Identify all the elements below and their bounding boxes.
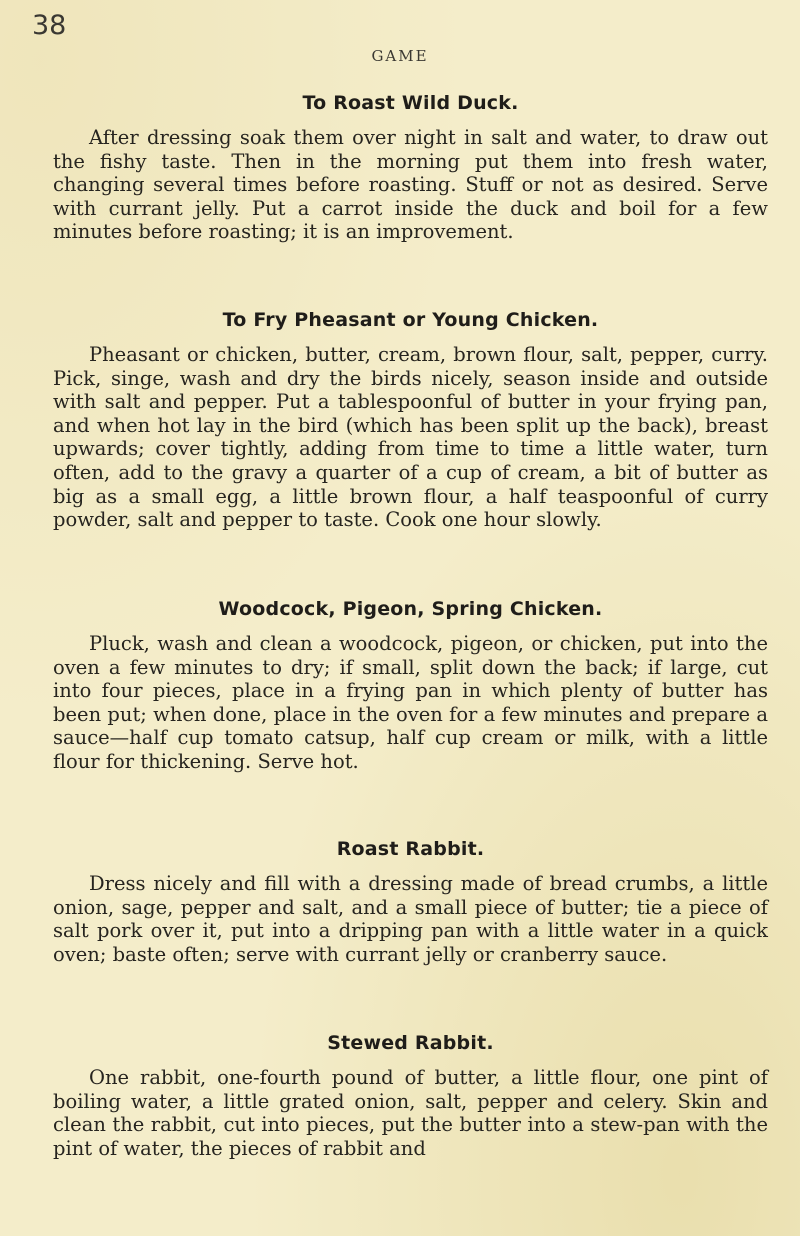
recipe-text: Pluck, wash and clean a woodcock, pigeon, or chicken, put into the oven a few minutes to dry; if small, split down the back; if large, cut into four pieces, place in a frying pan in which plenty of butter has been put; when done, place in the oven for a few minutes and prepare a sauce—half cup tomato catsup, half cup cream or milk, with a little flour for thickening. Serve hot.	[53, 632, 768, 773]
recipe-title: Roast Rabbit.	[336, 838, 485, 860]
recipe-text: After dressing soak them over night in salt and water, to draw out the fishy taste. Then in the morning put them into fresh water, changing several times before roasting. Stuff or not as desired. Serve with currant jelly. Put a carrot inside the duck and boil for a few minutes before roasting; it is an improvement.	[53, 126, 768, 244]
recipe-stewed-rabbit	[53, 1032, 768, 1160]
recipe-title: To Fry Pheasant or Young Chicken.	[222, 309, 599, 331]
recipe-fry-pheasant	[53, 309, 768, 532]
recipe-text: Dress nicely and fill with a dressing made of bread crumbs, a little onion, sage, pepper and salt, and a small piece of butter; tie a piece of salt pork over it, put into a dripping pan with a little water in a quick oven; baste often; serve with currant jelly or cranberry sauce.	[53, 872, 768, 966]
recipe-roast-rabbit	[53, 838, 768, 966]
recipe-title: Stewed Rabbit.	[327, 1032, 494, 1054]
page-number: 38	[32, 10, 67, 41]
recipe-title: To Roast Wild Duck.	[302, 92, 519, 114]
recipe-title: Woodcock, Pigeon, Spring Chicken.	[218, 598, 603, 620]
recipe-roast-wild-duck	[53, 92, 768, 244]
running-head: GAME	[371, 47, 429, 65]
recipe-text: One rabbit, one-fourth pound of butter, a little flour, one pint of boiling water, a little grated onion, salt, pepper and celery. Skin and clean the rabbit, cut into pieces, put the butter into a stew-pan with the pint of water, the pieces of rabbit and	[53, 1066, 768, 1160]
recipe-woodcock-pigeon-chicken	[53, 598, 768, 774]
recipe-text: Pheasant or chicken, butter, cream, brown flour, salt, pepper, curry. Pick, singe, wash and dry the birds nicely, season inside and outside with salt and pepper. Put a tablespoonful of butter in your frying pan, and when hot lay in the bird (which has been split up the back), breast upwards; cover tightly, adding from time to time a little water, turn often, add to the gravy a quarter of a cup of cream, a bit of butter as big as a small egg, a little brown flour, a half teaspoonful of curry powder, salt and pepper to taste. Cook one hour slowly.	[53, 343, 768, 532]
